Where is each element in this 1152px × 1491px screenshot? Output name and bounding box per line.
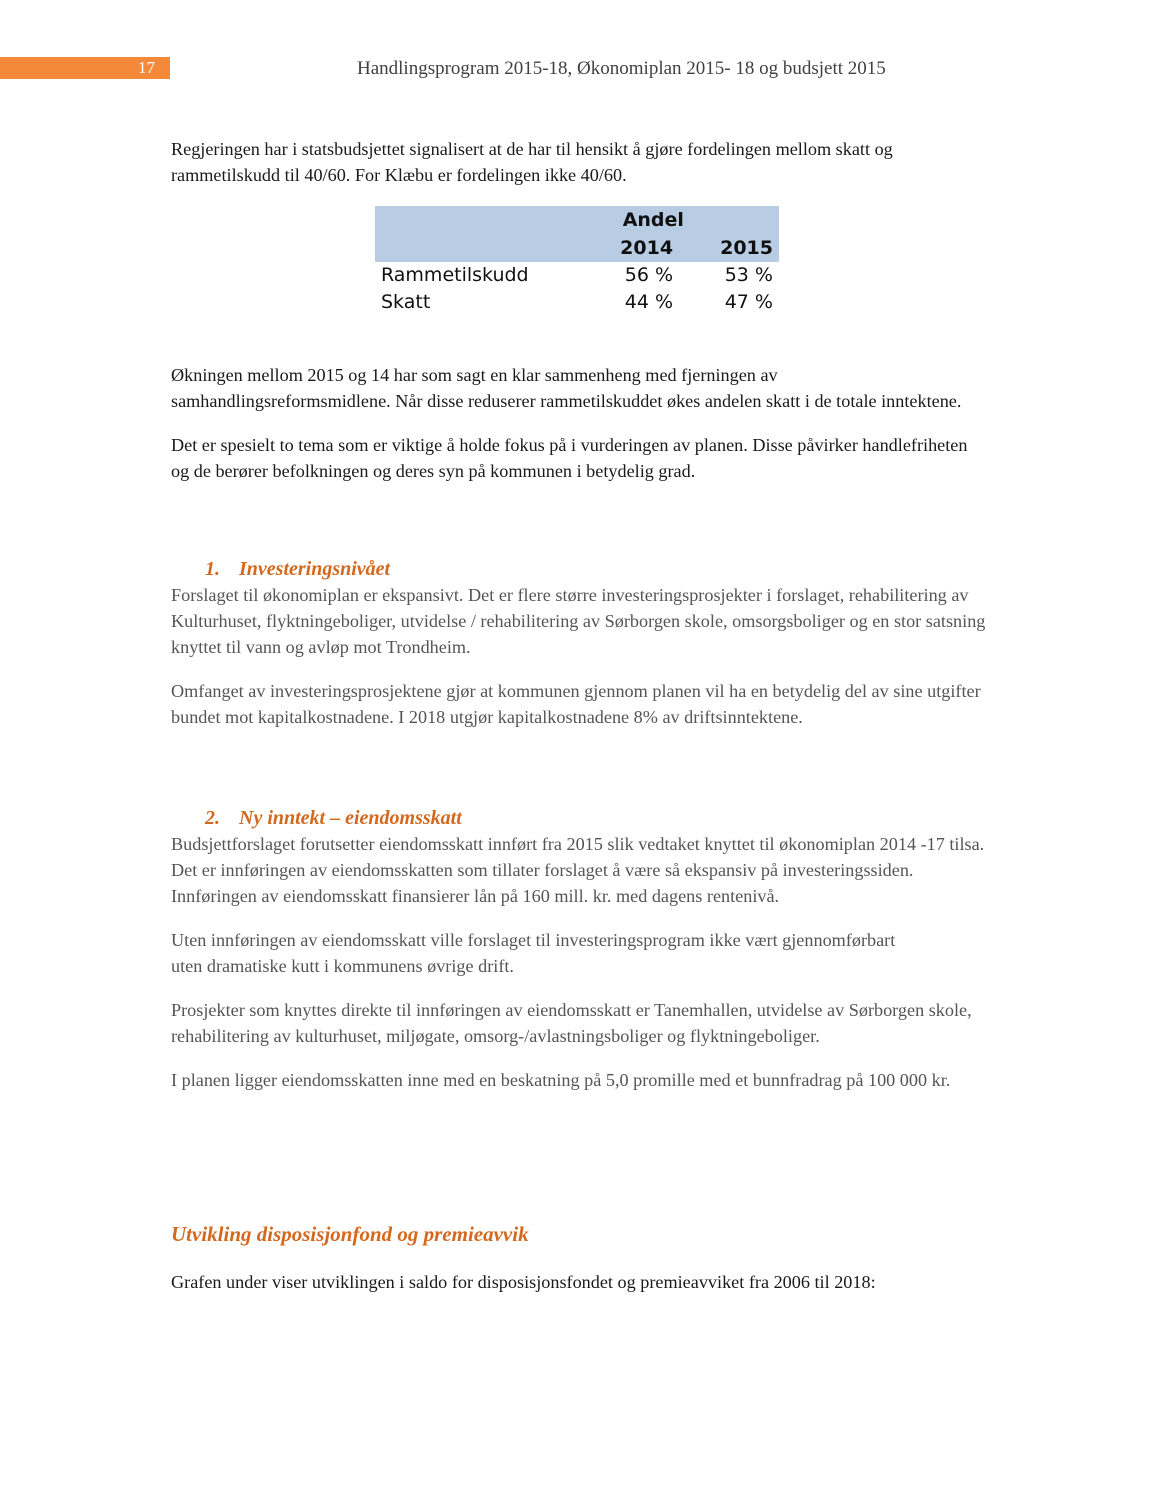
section-2-paragraph-2: Uten innføringen av eiendomsskatt ville forslaget til investeringsprogram ikke vært gjennomførbart uten dramatiske kutt i kommunens øvrige drift. [171,930,896,976]
table-group-header-row [375,206,779,234]
section-2-paragraph-4: I planen ligger eiendomsskatten inne med en beskatning på 5,0 promille med et bunnfradrag på 100 000 kr. [171,1070,951,1090]
row-value-2015: 47 % [724,291,773,313]
section-2-paragraph-1: Budsjettforslaget forutsetter eiendomsskatt innført fra 2015 slik vedtaket knyttet til økonomiplan 2014 -17 tilsa. Det er innføringen av eiendomsskatten som tillater forslaget å være så ekspansiv på investeringssiden. Innføringen av eiendomsskatt finansierer lån på 160 mill. kr. med dagens rentenivå. [171,834,985,906]
section-disposisjonsfond [171,1221,991,1295]
row-value-2014: 44 % [624,291,674,313]
row-label: Skatt [381,291,431,313]
table-row [375,262,779,289]
row-value-2014: 56 % [624,264,674,286]
page-number-badge [0,57,170,79]
table-row [375,289,779,316]
table-header-2015: 2015 [673,234,779,262]
section-eiendomsskatt [171,805,991,1093]
body-paragraph-2: Det er spesielt to tema som er viktige å holde fokus på i vurderingen av planen. Disse påvirker handlefriheten og de berører befolkningen og deres syn på kommunen i betydelig grad. [171,435,968,481]
section-2-title: Ny inntekt – eiendomsskatt [239,807,462,829]
page-content [171,136,991,188]
page-number: 17 [138,58,155,77]
section-1-heading [171,556,991,582]
row-value-2015: 53 % [724,264,773,286]
table-group-header: Andel [568,206,779,234]
section-3-heading: Utvikling disposisjonfond og premieavvik [171,1222,529,1246]
section-1-paragraph-1: Forslaget til økonomiplan er ekspansivt. Det er flere større investeringsprosjekter i forslaget, rehabilitering av Kulturhuset, flyktningeboliger, utvidelse / rehabilitering av Sørborgen skole, omsorgsboliger og en stor satsning knyttet til vann og avløp mot Trondheim. [171,585,986,657]
running-header: Handlingsprogram 2015-18, Økonomiplan 2015- 18 og budsjett 2015 [357,58,886,79]
row-label: Rammetilskudd [381,264,529,286]
share-table [375,206,779,316]
section-1-paragraph-2: Omfanget av investeringsprosjektene gjør at kommunen gjennom planen vil ha en betydelig del av sine utgifter bundet mot kapitalkostnadene. I 2018 utgjør kapitalkostnadene 8% av driftsinntektene. [171,681,981,727]
section-2-heading [171,805,991,831]
section-3-paragraph-1: Grafen under viser utviklingen i saldo for disposisjonsfondet og premieavviket fra 2006 til 2018: [171,1272,876,1292]
body-paragraph-1: Økningen mellom 2015 og 14 har som sagt en klar sammenheng med fjerningen av samhandlingsreformsmidlene. Når disse reduserer rammetilskuddet økes andelen skatt i de totale inntektene. [171,365,962,411]
section-2-paragraph-3: Prosjekter som knyttes direkte til innføringen av eiendomsskatt er Tanemhallen, utvidelse av Sørborgen skole, rehabilitering av kulturhuset, miljøgate, omsorg-/avlastningsboliger og flyktningeboliger. [171,1000,972,1046]
table-header-2014: 2014 [568,234,673,262]
intro-paragraph: Regjeringen har i statsbudsjettet signalisert at de har til hensikt å gjøre fordelingen mellom skatt og rammetilskudd til 40/60. For Klæbu er fordelingen ikke 40/60. [171,139,893,185]
section-1-title: Investeringsnivået [239,558,391,580]
section-investeringsnivaet [171,556,991,730]
table-header-label [375,234,568,262]
table-header-empty [375,206,568,234]
body-block [171,362,991,484]
section-2-number: 2. [205,807,220,829]
section-1-number: 1. [205,558,220,580]
table-year-header-row [375,234,779,262]
